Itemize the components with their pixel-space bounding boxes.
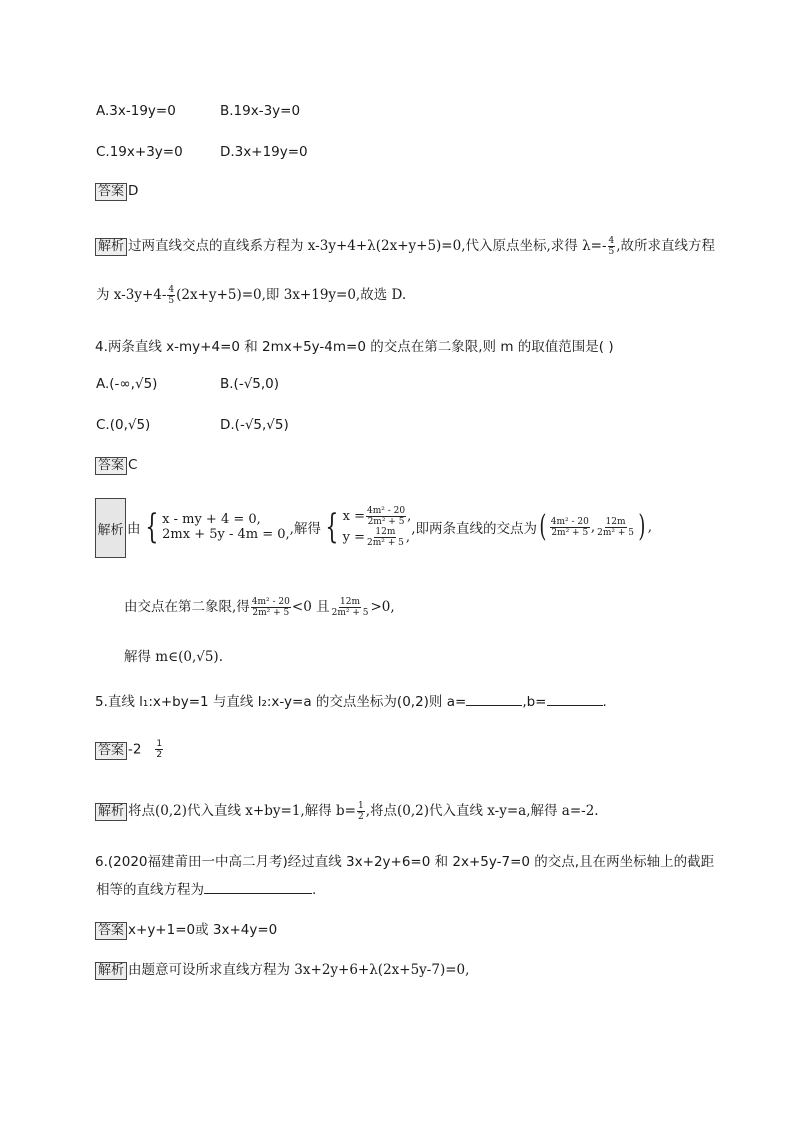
q4-system [127,506,652,548]
q4-answer-row [95,457,137,475]
answer-blank[interactable] [204,881,312,894]
q5-text-c: . [602,694,607,710]
q4-option-c: C.(0,√5) [96,417,151,433]
lambda-den-2: 5 [168,296,175,306]
q4-solve: ,解得 [289,521,321,537]
q4-line2b: <0 且 [291,599,330,615]
q5-analysis-b: ,将点(0,2)代入直线 x-y=a,解得 a=-2. [365,803,599,819]
q4-analysis-line3: 解得 m∈(0,√5). [124,649,223,665]
y-comma: , [405,530,410,545]
q4-analysis-line2 [124,595,395,618]
y-num: 12m [375,527,396,537]
q3-analysis-text-1a: 过两直线交点的直线系方程为 x-3y+4+λ(2x+y+5)=0,代入原点坐标,求得 λ=- [128,238,607,254]
lambda-num: 4 [608,236,615,246]
q3-analysis-text-1b: ,故所求直线方程 [616,238,716,254]
answer-blank[interactable] [466,693,522,706]
px-den: 2m² + 5 [551,527,589,538]
lambda-num-2: 4 [168,285,175,295]
q3-option-b: B.19x-3y=0 [220,103,301,119]
lambda-fraction-2 [167,285,175,306]
x-den: 2m² + 5 [367,517,405,527]
lambda-fraction [608,236,616,257]
q4-line2a: 由交点在第二象限,得 [124,599,250,615]
y-eq: y = [342,530,365,545]
lambda-den: 5 [608,247,615,257]
analysis-label: 解析 [95,238,127,256]
x-num: 4m² - 20 [366,506,406,516]
c1-num: 4m² - 20 [251,597,290,607]
q5-text-a: 5.直线 l₁:x+by=1 与直线 l₂:x-y=a 的交点坐标为(0,2)则 a= [95,694,467,710]
left-paren-icon: ( [539,509,547,544]
q6-question-line2 [96,878,316,898]
q4-equation-system [162,512,290,542]
p-comma: , [590,519,596,535]
x-eq: x = [342,509,365,524]
q3-option-c: C.19x+3y=0 [96,144,183,160]
px-num: 4m² - 20 [550,516,589,527]
answer-label: 答案 [95,457,127,475]
q3-analysis-text-2b: (2x+y+5)=0,即 3x+19y=0,故选 D. [176,287,407,303]
right-paren-icon: ) [638,509,646,544]
q4-option-d: D.(-√5,√5) [220,417,289,433]
q5-text-b: ,b= [522,694,547,710]
q4-question: 4.两条直线 x-my+4=0 和 2mx+5y-4m=0 的交点在第二象限,则 m 的取值范围是( ) [95,339,614,355]
q6-answer: x+y+1=0或 3x+4y=0 [128,922,278,938]
answer-label: 答案 [95,742,127,760]
q5-answer-row [95,739,164,760]
q6-text-b: 相等的直线方程为 [96,882,204,898]
q3-option-a: A.3x-19y=0 [96,103,176,119]
q5-answer-a: -2 [128,741,142,758]
q4-option-a: A.(-∞,√5) [96,376,158,392]
end-comma: , [647,519,652,535]
q4-solution-system [343,506,412,548]
q4-by: 由 [127,521,141,537]
c2-den: 2m² + 5 [331,608,369,618]
q6-answer-row [95,918,277,940]
q3-option-d: D.3x+19y=0 [220,144,308,160]
c2-num: 12m [340,597,361,607]
q4-line2c: >0, [370,599,395,615]
answer-blank[interactable] [547,693,603,706]
q5-question [95,690,607,710]
q6-text-c: . [312,882,317,898]
left-brace-icon: { [144,507,158,547]
q5-analysis-a: 将点(0,2)代入直线 x+by=1,解得 b= [128,803,356,819]
analysis-label: 解析 [95,962,127,980]
c1-den: 2m² + 5 [252,608,290,618]
answer-label: 答案 [95,183,127,201]
q3-analysis-text-2a: 为 x-3y+4- [96,287,167,303]
left-brace-icon: { [325,507,339,547]
q4-eq1: x - my + 4 = 0, [162,512,261,527]
q5-ans2-num: 1 [156,739,163,749]
analysis-label: 解析 [95,803,127,821]
q6-question-line1: 6.(2020福建莆田一中高二月考)经过直线 3x+2y+6=0 和 2x+5y-7=0 的交点,且在两坐标轴上的截距 [95,854,715,870]
q3-analysis-line1 [95,234,715,257]
q5-ans2-den: 2 [156,750,163,760]
analysis-label: 解析 [95,498,126,558]
q3-answer: D [128,183,139,199]
answer-label: 答案 [95,922,127,940]
b-num: 1 [357,801,364,811]
q4-eq2: 2mx + 5y - 4m = 0, [162,527,290,542]
q4-point-text: ,即两条直线的交点为 [411,521,537,537]
q6-analysis-text: 由题意可设所求直线方程为 3x+2y+6+λ(2x+5y-7)=0, [128,962,470,978]
py-num: 12m [605,516,626,527]
b-den: 2 [357,812,364,822]
q3-analysis-line2 [96,283,406,306]
py-den: 2m² + 5 [597,527,634,538]
y-den: 2m² + 5 [366,538,404,548]
x-comma: , [407,509,412,524]
q4-answer: C [128,457,138,473]
q4-option-b: B.(-√5,0) [220,376,280,392]
q6-analysis [95,958,469,980]
q3-answer-row [95,183,138,201]
q5-analysis [95,799,599,822]
